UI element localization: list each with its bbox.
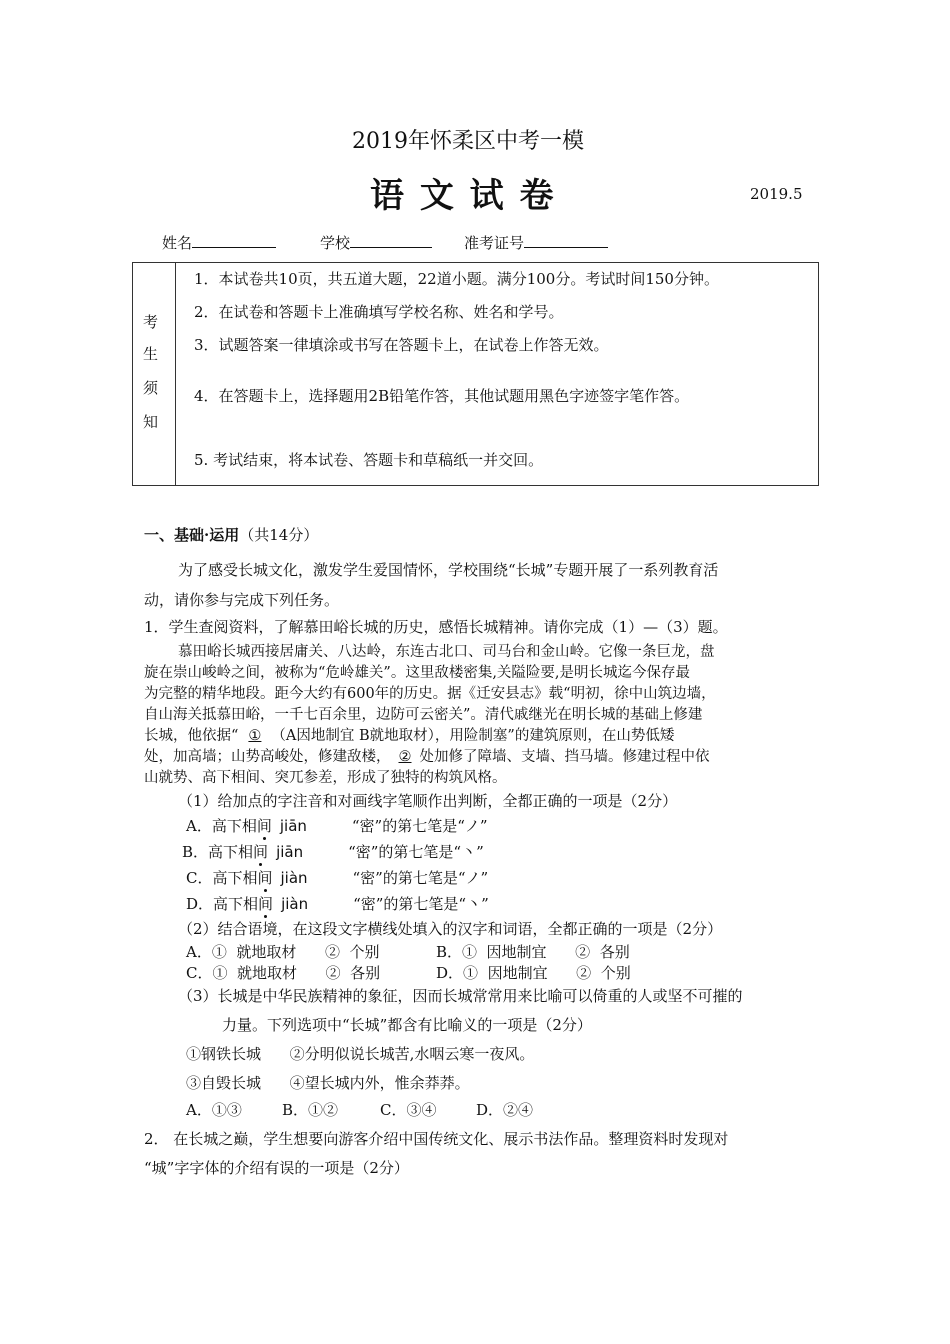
- answer-option: C．③④: [380, 1101, 437, 1119]
- dotted-char: 间: [256, 817, 272, 835]
- school-blank: [350, 231, 432, 248]
- notice-item: 3．试题答案一律填涂或书写在答题卡上，在试卷上作答无效。: [194, 336, 609, 354]
- subject-title: 语 文 试 卷: [370, 176, 556, 216]
- passage-line: 为完整的精华地段。距今大约有600年的历史。据《迁安县志》载“明初，徐中山筑边墙，: [144, 686, 716, 702]
- option-letter: A．: [186, 817, 212, 835]
- option-phrase: 高下相: [213, 895, 259, 913]
- option-rule: “密”的第七笔是“丶”: [353, 895, 489, 913]
- option-pinyin: jiān: [276, 843, 304, 861]
- option-row: [186, 893, 489, 914]
- option-letter: B．: [182, 843, 209, 861]
- name-field: [162, 231, 276, 253]
- question-2-cont: “城”字字体的介绍有误的一项是（2分）: [144, 1159, 409, 1177]
- notice-rules: [176, 263, 819, 486]
- option-rule: “密”的第七笔是“ノ”: [351, 817, 488, 835]
- option-text: A．① 就地取材 ② 个别: [186, 943, 380, 961]
- id-field: [464, 231, 608, 253]
- id-blank: [524, 231, 608, 248]
- school-field: [320, 231, 432, 253]
- option-rule: “密”的第七笔是“ノ”: [352, 869, 489, 887]
- exam-date: 2019.5: [750, 185, 803, 203]
- passage-text: 处加修了障墙、支墙、挡马墙。修建过程中依: [419, 749, 710, 765]
- option-text: C．① 就地取材 ② 各别: [186, 964, 381, 982]
- notice-side-char: 生: [143, 345, 159, 363]
- answer-option: D．②④: [476, 1101, 534, 1119]
- section-title: 一、基础·运用: [144, 526, 240, 544]
- notice-table: [132, 262, 819, 486]
- passage-line: [144, 745, 710, 766]
- sub-question-2: （2）结合语境，在这段文字横线处填入的汉字和词语，全都正确的一项是（2分）: [178, 920, 723, 938]
- option-phrase: 高下相: [208, 843, 254, 861]
- option-phrase: 高下相: [212, 869, 258, 887]
- dotted-char: 间: [258, 895, 274, 913]
- sub3-options: ③自毁长城 ④望长城内外，惟余莽莽。: [186, 1074, 470, 1092]
- notice-item: 1．本试卷共10页，共五道大题，22道小题。满分100分。考试时间150分钟。: [194, 270, 719, 288]
- option-row: [186, 815, 488, 836]
- passage-text: 处，加高墙；山势高峻处，修建敌楼，: [144, 749, 391, 765]
- blank-2: ②: [398, 749, 412, 765]
- passage-text: 长城，他依据“: [144, 728, 239, 744]
- sub-question-3-cont: 力量。下列选项中“长城”都含有比喻义的一项是（2分）: [222, 1016, 592, 1034]
- intro-line: 动，请你参与完成下列任务。: [144, 591, 340, 609]
- name-label: 姓名: [162, 234, 193, 252]
- option-rule: “密”的第七笔是“丶”: [348, 843, 484, 861]
- question-1: 1．学生查阅资料，了解慕田峪长城的历史，感悟长城精神。请你完成（1）—（3）题。: [144, 618, 728, 636]
- answer-option: A．①③: [186, 1101, 242, 1119]
- passage-line: [144, 724, 674, 745]
- passage-line: 旋在崇山峻岭之间，被称为“危岭雄关”。这里敌楼密集,关隘险要,是明长城迄今保存最: [144, 665, 691, 681]
- notice-item: 2．在试卷和答题卡上准确填写学校名称、姓名和学号。: [194, 303, 564, 321]
- name-blank: [192, 231, 276, 248]
- option-pinyin: jiàn: [280, 869, 308, 887]
- sub3-options: ①钢铁长城 ②分明似说长城苦,水咽云寒一夜风。: [186, 1045, 535, 1063]
- blank-1: ①: [248, 728, 262, 744]
- passage-line: 山就势、高下相间、突兀参差，形成了独特的构筑风格。: [144, 770, 507, 786]
- notice-item: 5. 考试结束，将本试卷、答题卡和草稿纸一并交回。: [194, 451, 544, 469]
- passage-line: 自山海关抵慕田峪，一千七百余里，边防可云密关”。清代戚继光在明长城的基础上修建: [144, 707, 703, 723]
- sub-question-3: （3）长城是中华民族精神的象征，因而长城常常用来比喻可以倚重的人或坚不可摧的: [178, 987, 743, 1005]
- option-pinyin: jiàn: [281, 895, 309, 913]
- notice-side-char: 考: [143, 313, 159, 331]
- option-row: [182, 841, 484, 862]
- option-row: [186, 867, 488, 888]
- option-letter: D．: [186, 895, 214, 913]
- option-text: B．① 因地制宜 ② 各别: [436, 943, 630, 961]
- dotted-char: 间: [257, 869, 273, 887]
- option-phrase: 高下相: [211, 817, 257, 835]
- intro-line: 为了感受长城文化，激发学生爱国情怀，学校围绕“长城”专题开展了一系列教育活: [178, 561, 719, 579]
- option-letter: C．: [186, 869, 213, 887]
- answer-option: B．①②: [282, 1101, 339, 1119]
- section-score: （共14分）: [239, 526, 319, 544]
- section-heading: [144, 524, 318, 545]
- option-text: D．① 因地制宜 ② 个别: [436, 964, 631, 982]
- notice-item: 4．在答题卡上，选择题用2B铅笔作答，其他试题用黑色字迹签字笔作答。: [194, 387, 690, 405]
- answer-row: [186, 1099, 533, 1120]
- passage-line: 慕田峪长城西接居庸关、八达岭，东连古北口、司马台和金山岭。它像一条巨龙，盘: [178, 644, 715, 660]
- question-2: 2． 在长城之巅，学生想要向游客介绍中国传统文化、展示书法作品。整理资料时发现对: [144, 1130, 729, 1148]
- notice-side: [133, 263, 176, 486]
- school-label: 学校: [320, 234, 351, 252]
- id-label: 准考证号: [464, 234, 525, 252]
- exam-title: 2019年怀柔区中考一模: [352, 129, 584, 154]
- notice-side-char: 知: [143, 413, 159, 431]
- notice-side-char: 须: [143, 379, 159, 397]
- passage-text: （A因地制宜 B就地取材），用险制塞”的建筑原则，在山势低矮: [271, 728, 675, 744]
- sub-question-1: （1）给加点的字注音和对画线字笔顺作出判断，全都正确的一项是（2分）: [178, 792, 678, 810]
- dotted-char: 间: [253, 843, 269, 861]
- option-pinyin: jiān: [279, 817, 307, 835]
